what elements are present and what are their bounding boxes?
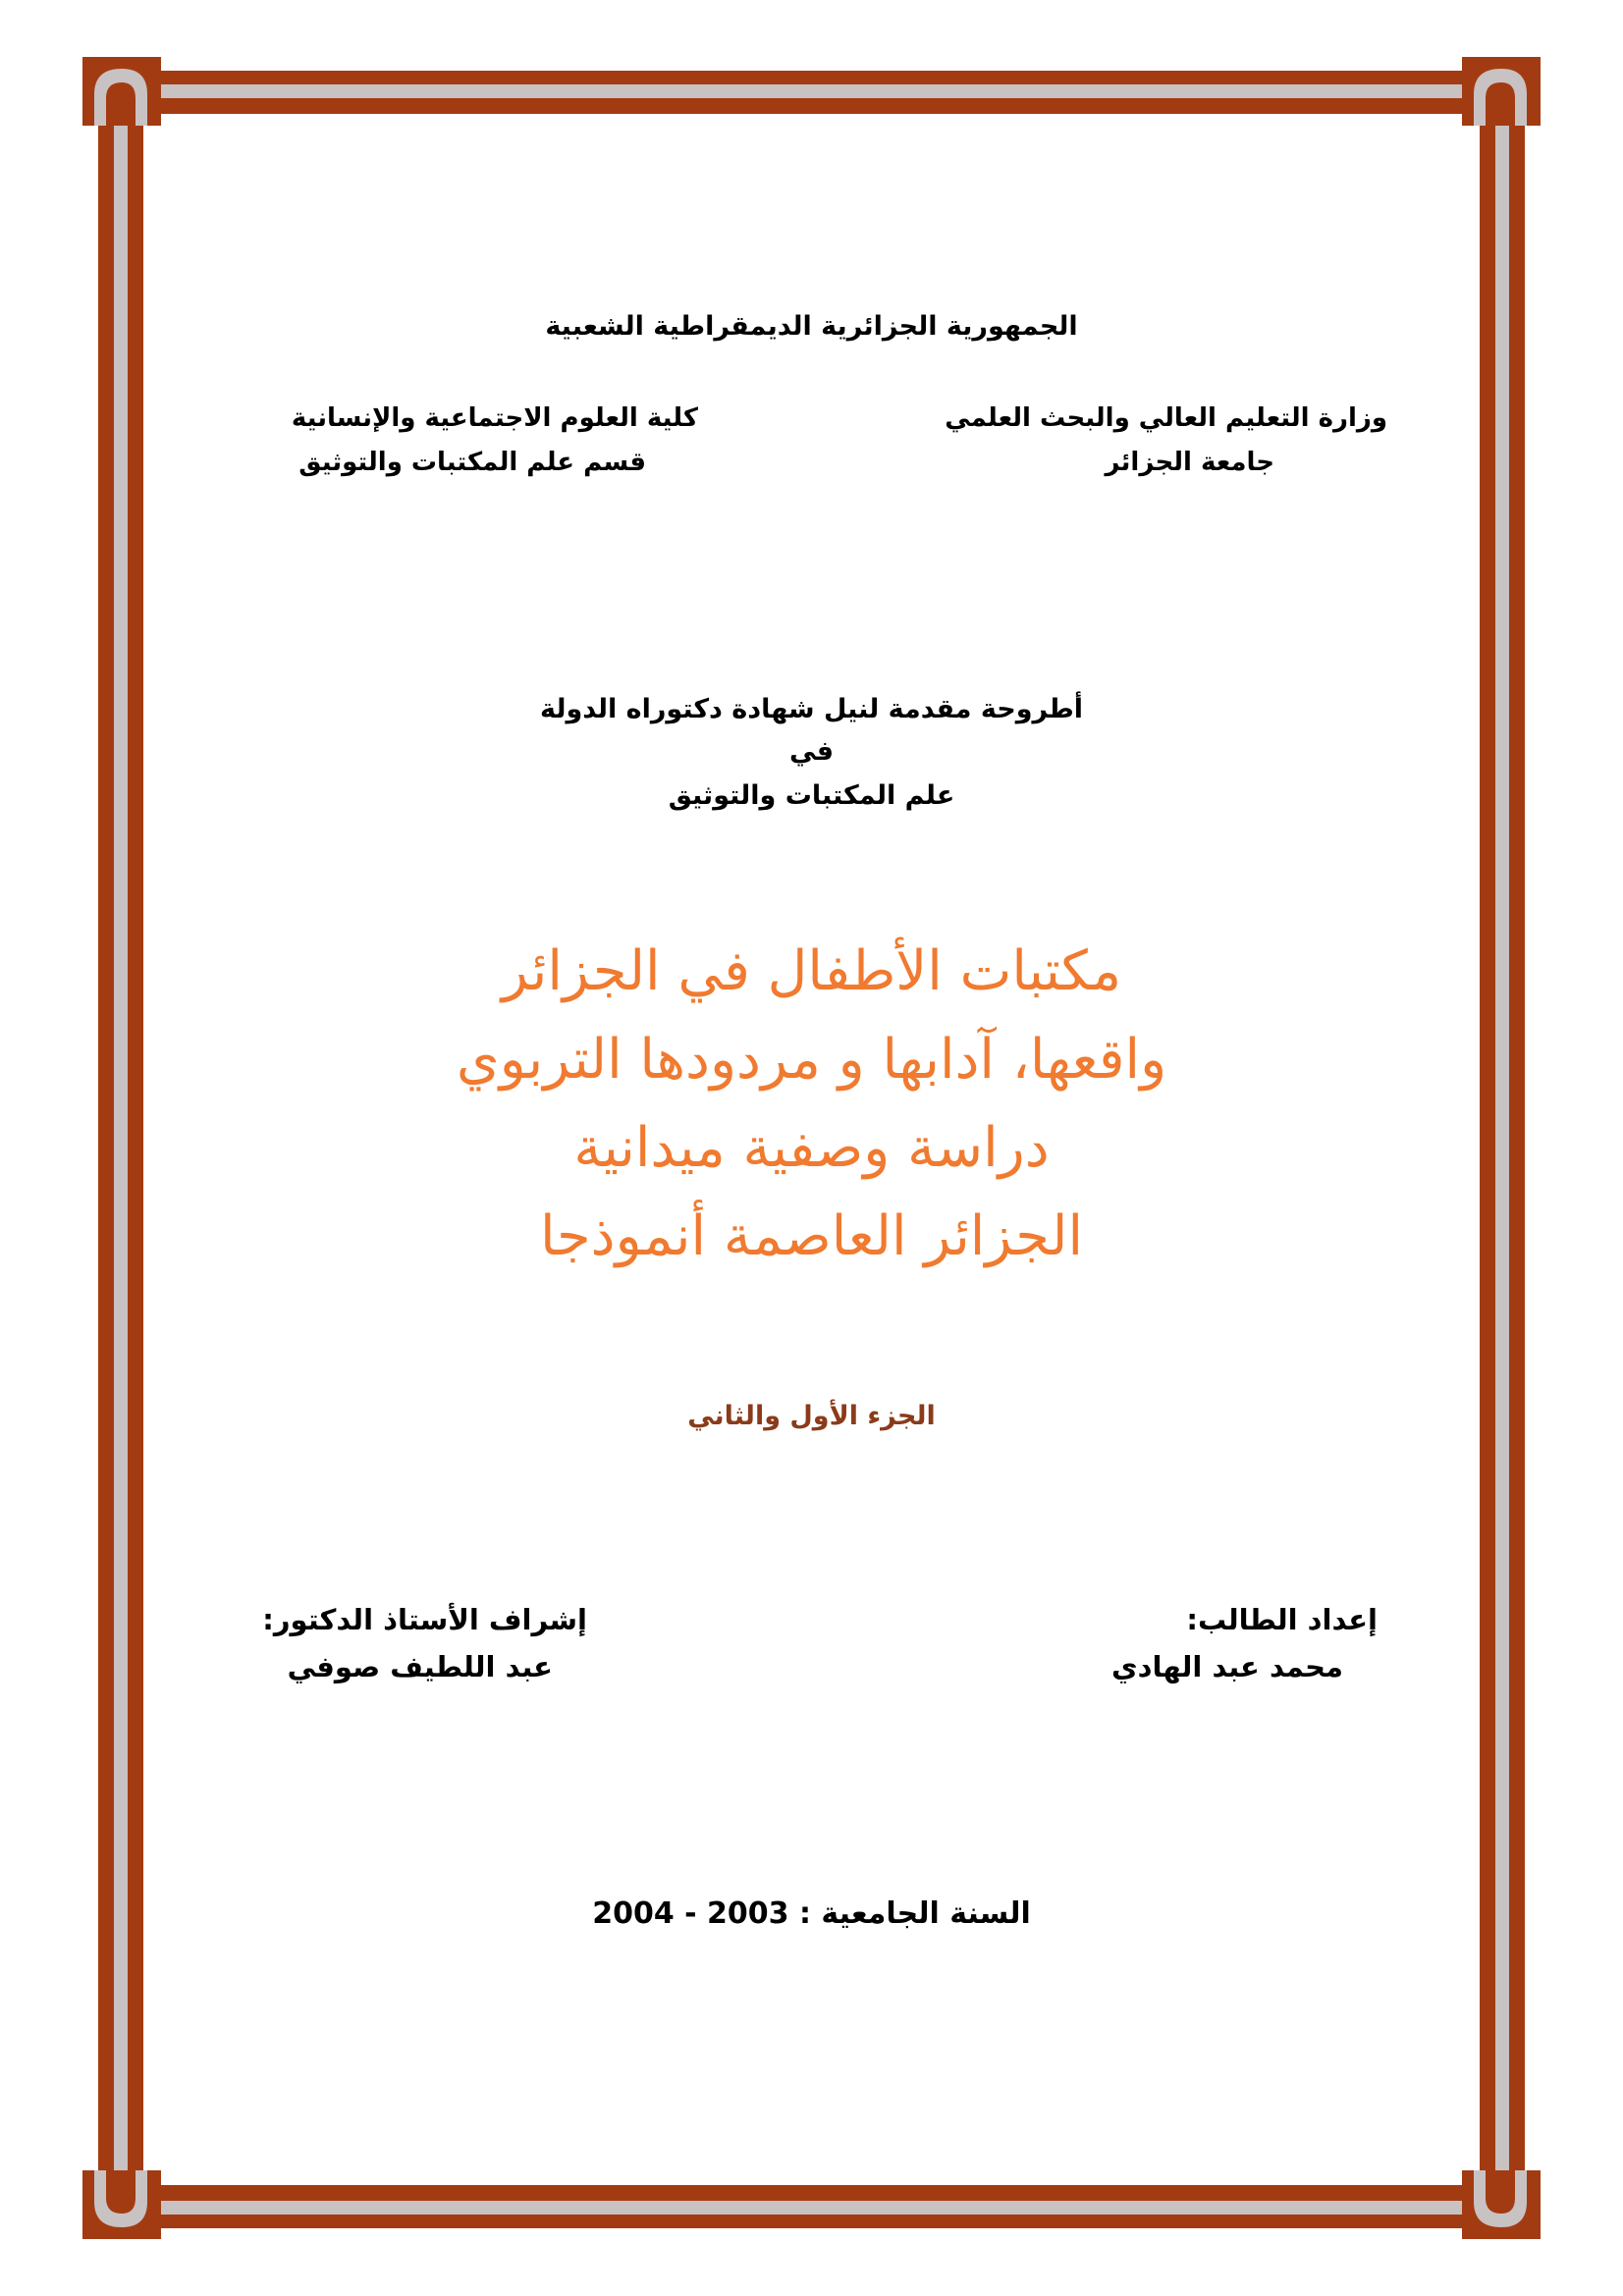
supervisor-label: إشراف الأستاذ الدكتور: xyxy=(262,1603,587,1636)
department-label: قسم علم المكتبات والتوثيق xyxy=(298,448,646,477)
thesis-line-1: أطروحة مقدمة لنيل شهادة دكتوراه الدولة xyxy=(539,694,1084,724)
university-label: جامعة الجزائر xyxy=(1105,448,1274,477)
faculty-label: كلية العلوم الاجتماعية والإنسانية xyxy=(291,403,698,433)
title-line-4: الجزائر العاصمة أنموذجا xyxy=(539,1204,1084,1268)
bottom-border-band xyxy=(147,2185,1473,2228)
corner-ornament-bottom-left xyxy=(82,2170,161,2239)
title-line-2: واقعها، آدابها و مردودها التربوي xyxy=(456,1028,1167,1092)
thesis-line-3: علم المكتبات والتوثيق xyxy=(668,780,955,811)
thesis-line-2: في xyxy=(789,736,834,767)
top-border-band xyxy=(147,71,1473,114)
ministry-label: وزارة التعليم العالي والبحث العلمي xyxy=(945,403,1387,433)
academic-year: السنة الجامعية : 2003 - 2004 xyxy=(592,1896,1031,1931)
corner-ornament-bottom-right xyxy=(1462,2170,1541,2239)
corner-ornament-top-left xyxy=(82,57,161,126)
corner-ornament-top-right xyxy=(1462,57,1541,126)
title-line-1: مكتبات الأطفال في الجزائر xyxy=(501,939,1122,1003)
title-line-3: دراسة وصفية ميدانية xyxy=(573,1116,1050,1180)
republic-heading: الجمهورية الجزائرية الديمقراطية الشعبية xyxy=(545,311,1078,342)
supervisor-name: عبد اللطيف صوفي xyxy=(287,1650,553,1683)
volume-label: الجزء الأول والثاني xyxy=(687,1401,936,1431)
student-label: إعداد الطالب: xyxy=(1186,1603,1378,1636)
student-name: محمد عبد الهادي xyxy=(1111,1650,1343,1683)
